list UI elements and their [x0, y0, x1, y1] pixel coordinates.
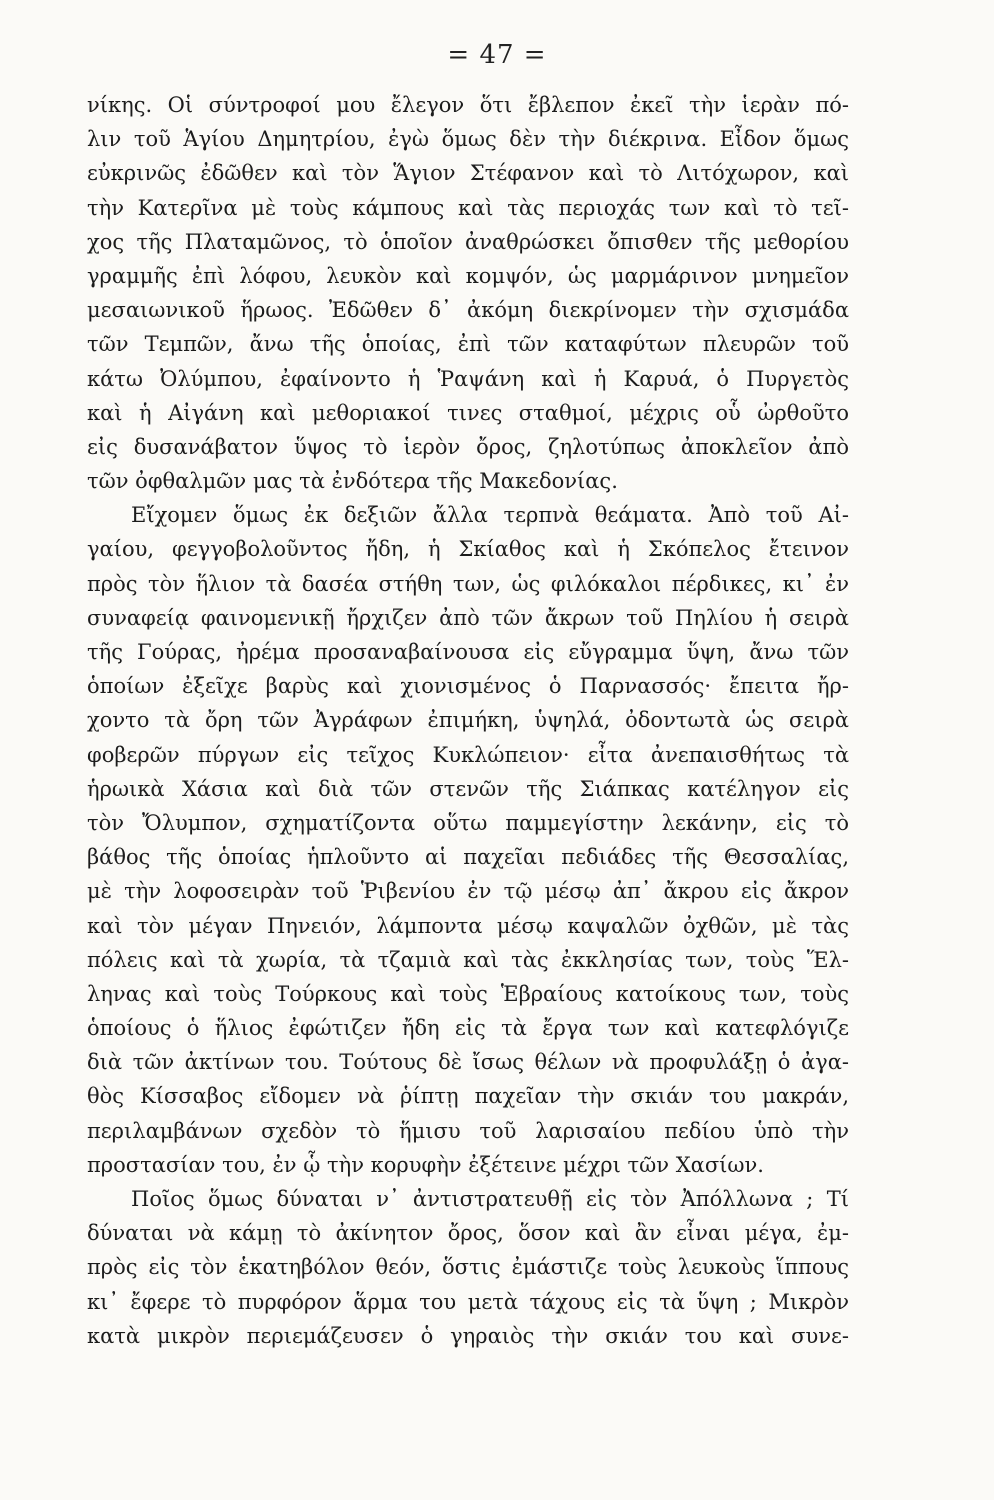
text-line: τὴν Κατερῖνα μὲ τοὺς κάμπους καὶ τὰς περιοχάς των καὶ τὸ τεῖ- [87, 195, 849, 220]
text-line: Ποῖος ὅμως δύναται ν᾽ ἀντιστρατευθῇ εἰς τὸν Ἀπόλλωνα ; Τί [131, 1187, 849, 1211]
text-line: εἰς δυσανάβατον ὕψος τὸ ἱερὸν ὄρος, ζηλοτύπως ἀποκλεῖον ἀπὸ [87, 434, 849, 459]
text-line: ἡρωικὰ Χάσια καὶ διὰ τῶν στενῶν τῆς Σιάπκας κατέληγον εἰς [87, 776, 849, 801]
text-line: διὰ τῶν ἀκτίνων του. Τούτους δὲ ἴσως θέλων νὰ προφυλάξῃ ὁ ἀγα- [87, 1050, 849, 1075]
text-line: μεσαιωνικοῦ ἥρωος. Ἐδῶθεν δ᾽ ἀκόμη διεκρίνομεν τὴν σχισμάδα [87, 298, 849, 323]
text-line: κι᾽ ἔφερε τὸ πυρφόρον ἅρμα του μετὰ τάχους εἰς τὰ ὕψη ; Μικρὸν [87, 1289, 849, 1314]
text-line: γαίου, φεγγοβολοῦντος ἤδη, ἡ Σκίαθος καὶ ἡ Σκόπελος ἔτεινον [87, 537, 849, 562]
text-line: μὲ τὴν λοφοσειρὰν τοῦ Ῥιβενίου ἐν τῷ μέσῳ ἀπ᾽ ἄκρου εἰς ἄκρον [87, 879, 849, 904]
text-line: θὸς Κίσσαβος εἴδομεν νὰ ῥίπτῃ παχεῖαν τὴν σκιάν του μακράν, [87, 1084, 849, 1109]
text-line: ληνας καὶ τοὺς Τούρκους καὶ τοὺς Ἑβραίους κατοίκους των, τοὺς [87, 981, 849, 1006]
text-line: προστασίαν του, ἐν ᾧ τὴν κορυφὴν ἐξέτεινε μέχρι τῶν Χασίων. [87, 1152, 764, 1177]
text-line: ὁποίους ὁ ἥλιος ἐφώτιζεν ἤδη εἰς τὰ ἔργα των καὶ κατεφλόγιζε [87, 1016, 849, 1041]
text-line: χοντο τὰ ὄρη τῶν Ἀγράφων ἐπιμήκη, ὑψηλά, ὀδοντωτὰ ὡς σειρὰ [87, 708, 849, 733]
text-line: Εἴχομεν ὅμως ἐκ δεξιῶν ἄλλα τερπνὰ θεάματα. Ἀπὸ τοῦ Αἰ- [131, 503, 849, 528]
page-number: = 47 = [447, 40, 547, 70]
body-text [87, 88, 849, 1353]
text-line: πρὸς τὸν ἥλιον τὰ δασέα στήθη των, ὡς φιλόκαλοι πέρδικες, κι᾽ ἐν [87, 571, 849, 596]
text-line: περιλαμβάνων σχεδὸν τὸ ἥμισυ τοῦ λαρισαίου πεδίου ὑπὸ τὴν [87, 1118, 849, 1143]
text-line: τὸν Ὄλυμπον, σχηματίζοντα οὕτω παμμεγίστην λεκάνην, εἰς τὸ [87, 810, 849, 835]
text-line: χος τῆς Πλαταμῶνος, τὸ ὁποῖον ἀναθρώσκει ὄπισθεν τῆς μεθορίου [87, 229, 849, 254]
text-line: γραμμῆς ἐπὶ λόφου, λευκὸν καὶ κομψόν, ὡς μαρμάρινον μνημεῖον [87, 263, 849, 288]
text-line: λιν τοῦ Ἁγίου Δημητρίου, ἐγὼ ὅμως δὲν τὴν διέκρινα. Εἶδον ὅμως [87, 127, 849, 152]
text-line: τῶν ὀφθαλμῶν μας τὰ ἐνδότερα τῆς Μακεδονίας. [87, 469, 618, 494]
text-line: κάτω Ὀλύμπου, ἐφαίνοντο ἡ Ῥαψάνη καὶ ἡ Καρυά, ὁ Πυργετὸς [87, 366, 849, 391]
text-line: φοβερῶν πύργων εἰς τεῖχος Κυκλώπειον· εἶτα ἀνεπαισθήτως τὰ [87, 742, 849, 767]
text-line: καὶ ἡ Αἰγάνη καὶ μεθοριακοί τινες σταθμοί, μέχρις οὗ ὠρθοῦτο [87, 400, 849, 425]
text-line: βάθος τῆς ὁποίας ἡπλοῦντο αἱ παχεῖαι πεδιάδες τῆς Θεσσαλίας, [87, 845, 849, 870]
text-line: τῆς Γούρας, ἠρέμα προσαναβαίνουσα εἰς εὔγραμμα ὕψη, ἄνω τῶν [87, 640, 849, 664]
text-line: πόλεις καὶ τὰ χωρία, τὰ τζαμιὰ καὶ τὰς ἐκκλησίας των, τοὺς Ἕλ- [87, 947, 849, 972]
text-line: πρὸς εἰς τὸν ἑκατηβόλον θεόν, ὅστις ἐμάστιζε τοὺς λευκοὺς ἵππους [87, 1255, 849, 1280]
text-line: εὐκρινῶς ἐδῶθεν καὶ τὸν Ἅγιον Στέφανον καὶ τὸ Λιτόχωρον, καὶ [87, 161, 849, 186]
text-line: δύναται νὰ κάμῃ τὸ ἀκίνητον ὄρος, ὅσον καὶ ἂν εἶναι μέγα, ἐμ- [87, 1221, 849, 1246]
text-line: καὶ τὸν μέγαν Πηνειόν, λάμποντα μέσῳ καψαλῶν ὀχθῶν, μὲ τὰς [87, 913, 849, 938]
text-line: τῶν Τεμπῶν, ἄνω τῆς ὁποίας, ἐπὶ τῶν καταφύτων πλευρῶν τοῦ [87, 332, 849, 357]
text-line: ὁποίων ἐξεῖχε βαρὺς καὶ χιονισμένος ὁ Παρνασσός· ἔπειτα ἤρ- [87, 674, 849, 699]
text-line: συναφείᾳ φαινομενικῇ ἤρχιζεν ἀπὸ τῶν ἄκρων τοῦ Πηλίου ἡ σειρὰ [87, 605, 849, 630]
text-line: νίκης. Οἱ σύντροφοί μου ἔλεγον ὅτι ἔβλεπον ἐκεῖ τὴν ἱερὰν πό- [87, 93, 849, 117]
text-line: κατὰ μικρὸν περιεμάζευσεν ὁ γηραιὸς τὴν σκιάν του καὶ συνε- [87, 1323, 849, 1348]
